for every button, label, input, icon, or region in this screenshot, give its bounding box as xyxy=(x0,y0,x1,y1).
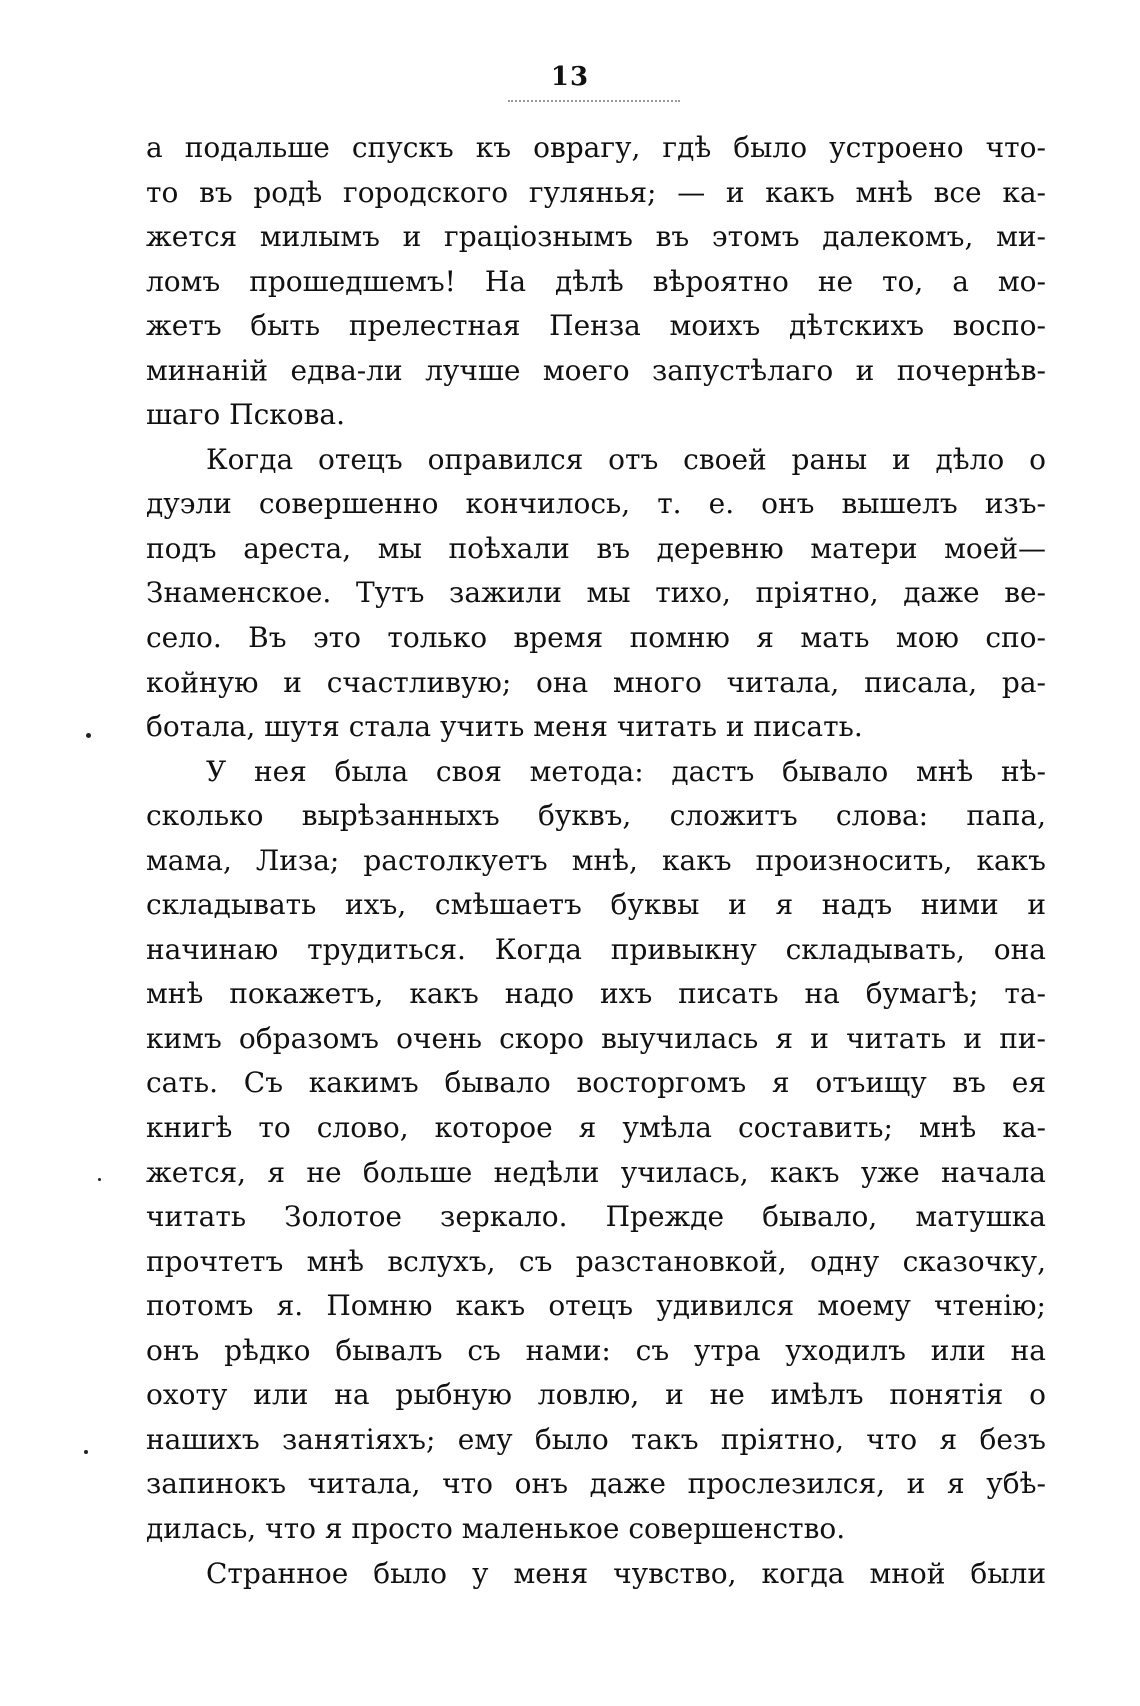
text-line: то въ родѣ городского гулянья; — и какъ мнѣ все ка- xyxy=(146,175,1046,209)
text-line: начинаю трудиться. Когда привыкну складывать, она xyxy=(146,932,1046,966)
text-line: подъ ареста, мы поѣхали въ деревню матери моей— xyxy=(146,531,1046,565)
text-line: дуэли совершенно кончилось, т. е. онъ вышелъ изъ- xyxy=(146,487,1046,521)
text-line: жетъ быть прелестная Пенза моихъ дѣтскихъ воспо- xyxy=(146,309,1046,343)
text-line: У нея была своя метода: дастъ бывало мнѣ нѣ- xyxy=(206,754,1046,788)
body-text xyxy=(146,126,1046,1596)
text-line: нашихъ занятіяхъ; ему было такъ пріятно, что я безъ xyxy=(146,1422,1046,1456)
text-line: Когда отецъ оправился отъ своей раны и дѣло о xyxy=(206,442,1046,476)
text-line: запинокъ читала, что онъ даже прослезился, и я убѣ- xyxy=(146,1467,1046,1501)
text-line: а подальше спускъ къ оврагу, гдѣ было устроено что- xyxy=(146,131,1046,164)
text-line: село. Въ это только время помню я мать мою спо- xyxy=(146,621,1046,655)
text-line: складывать ихъ, смѣшаетъ буквы и я надъ ними и xyxy=(146,888,1046,922)
text-line: ломъ прошедшемъ! На дѣлѣ вѣроятно не то, а мо- xyxy=(146,264,1046,298)
margin-speck xyxy=(98,1178,101,1181)
text-line: шаго Пскова. xyxy=(146,398,345,432)
text-line: кимъ образомъ очень скоро выучилась я и читать и пи- xyxy=(146,1021,1046,1055)
text-line: койную и счастливую; она много читала, писала, ра- xyxy=(146,665,1046,699)
text-line: жется, я не больше недѣли училась, какъ уже начала xyxy=(146,1155,1046,1189)
page-number: 13 xyxy=(550,62,590,92)
text-line: онъ рѣдко бывалъ съ нами: съ утра уходилъ или на xyxy=(146,1333,1046,1367)
text-line: ботала, шутя стала учить меня читать и писать. xyxy=(146,710,863,744)
text-line: Странное было у меня чувство, когда мной были xyxy=(206,1556,1046,1590)
margin-speck xyxy=(84,1450,88,1454)
text-line: читать Золотое зеркало. Прежде бывало, матушка xyxy=(146,1200,1046,1234)
text-line: прочтетъ мнѣ вслухъ, съ разстановкой, одну сказочку, xyxy=(146,1244,1046,1278)
text-line: мама, Лиза; растолкуетъ мнѣ, какъ произносить, какъ xyxy=(146,843,1046,877)
text-line: Знаменское. Тутъ зажили мы тихо, пріятно, даже ве- xyxy=(146,576,1046,610)
text-line: минаній едва-ли лучше моего запустѣлаго и почернѣв- xyxy=(146,353,1046,387)
text-line: сколько вырѣзанныхъ буквъ, сложитъ слова: папа, xyxy=(146,799,1046,833)
margin-speck xyxy=(86,733,91,738)
header-rule xyxy=(508,100,680,102)
text-line: жется милымъ и граціознымъ въ этомъ далекомъ, ми- xyxy=(146,220,1046,254)
text-line: потомъ я. Помню какъ отецъ удивился моему чтенію; xyxy=(146,1289,1046,1323)
text-line: книгѣ то слово, которое я умѣла составить; мнѣ ка- xyxy=(146,1111,1046,1145)
text-line: дилась, что я просто маленькое совершенство. xyxy=(146,1511,846,1545)
text-line: мнѣ покажетъ, какъ надо ихъ писать на бумагѣ; та- xyxy=(146,977,1046,1011)
text-line: сать. Съ какимъ бывало восторгомъ я отъищу въ ея xyxy=(146,1066,1046,1100)
text-line: охоту или на рыбную ловлю, и не имѣлъ понятія о xyxy=(146,1378,1046,1412)
